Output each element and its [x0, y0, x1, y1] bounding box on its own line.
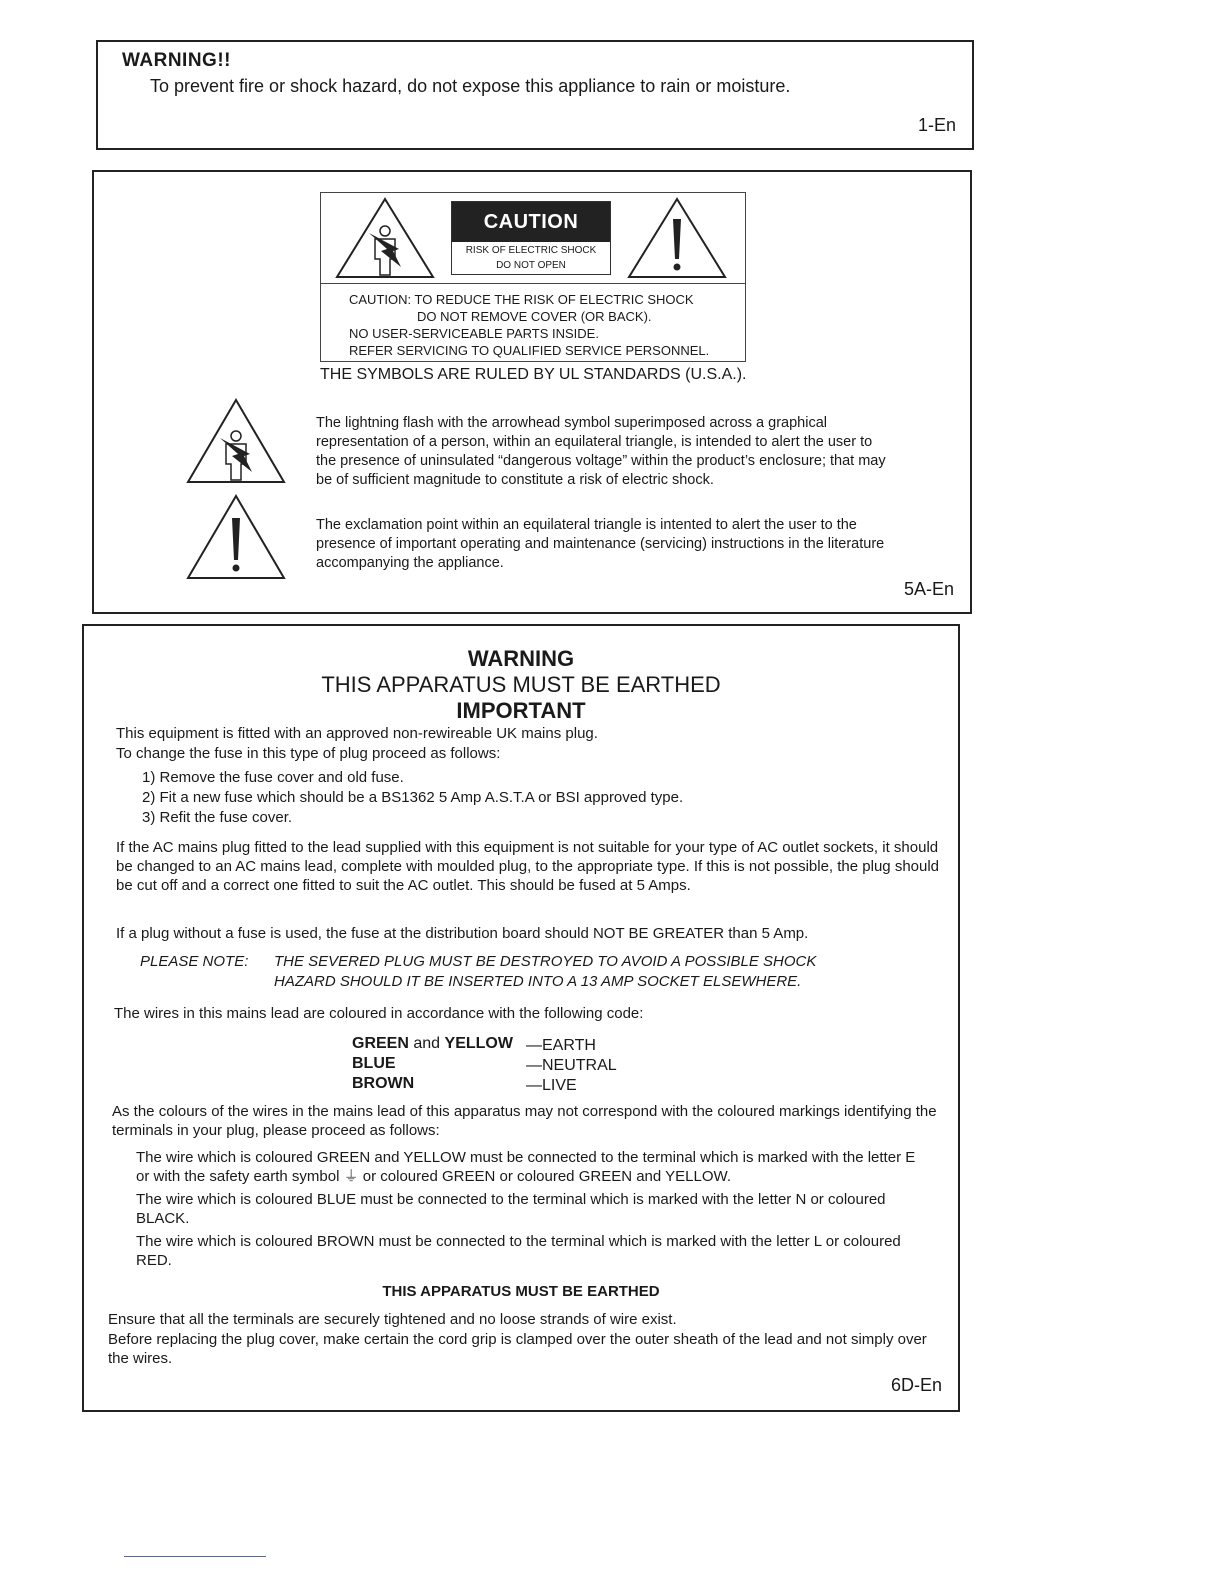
must-be-earthed: THIS APPARATUS MUST BE EARTHED [382, 1283, 660, 1300]
warning-box [96, 40, 974, 150]
wires-intro: The wires in this mains lead are coloured in accordance with the following code: [114, 1005, 644, 1022]
caution-instructions [349, 291, 709, 359]
caution-line-1: CAUTION: TO REDUCE THE RISK OF ELECTRIC SHOCK [349, 292, 694, 307]
ensure-paragraph: Ensure that all the terminals are securely tightened and no loose strands of wire exist. [108, 1311, 677, 1328]
caution-line-3: NO USER-SERVICEABLE PARTS INSIDE. [349, 326, 599, 341]
step-2: 2) Fit a new fuse which should be a BS1362 5 Amp A.S.T.A or BSI approved type. [142, 789, 684, 806]
caution-heading: CAUTION [452, 202, 610, 242]
colours-paragraph: As the colours of the wires in the mains lead of this apparatus may not correspond with the coloured markings identifying the terminals in your plug, please proceed as follows: [112, 1103, 937, 1139]
code-color-blue: BLUE [352, 1055, 396, 1072]
intro-line-1: This equipment is fitted with an approved non-rewireable UK mains plug. [116, 725, 598, 742]
fuse-paragraph: If a plug without a fuse is used, the fuse at the distribution board should NOT BE GREATER than 5 Amp. [116, 925, 809, 942]
code-row-earth [352, 1034, 513, 1054]
caution-sub-1: RISK OF ELECTRIC SHOCK [465, 245, 597, 256]
caution-sub-2: DO NOT OPEN [496, 260, 566, 271]
code-earth-meaning: —EARTH [526, 1037, 596, 1054]
code-neutral-meaning: —NEUTRAL [526, 1057, 617, 1074]
code-and: and [413, 1035, 441, 1052]
caution-line-4: REFER SERVICING TO QUALIFIED SERVICE PERSONNEL. [349, 343, 710, 358]
caution-box [92, 170, 972, 614]
step-1: 1) Remove the fuse cover and old fuse. [142, 769, 404, 786]
caution-label [451, 201, 611, 275]
exclamation-description: The exclamation point within an equilateral triangle is intented to alert the user to the presence of important operating and maintenance (servicing) instructions in the literature accompanying the appliance. [316, 517, 885, 571]
caution-panel [320, 192, 746, 362]
step-3: 3) Refit the fuse cover. [142, 809, 293, 826]
note-line-1: THE SEVERED PLUG MUST BE DESTROYED TO AVOID A POSSIBLE SHOCK [274, 953, 817, 970]
code-color-brown: BROWN [352, 1075, 415, 1092]
code-color-green: GREEN [352, 1035, 409, 1052]
panel-divider [321, 283, 745, 284]
important-heading: IMPORTANT [456, 698, 586, 723]
note-line-2: HAZARD SHOULD IT BE INSERTED INTO A 13 AMP SOCKET ELSEWHERE. [274, 973, 802, 990]
code-live-meaning: —LIVE [526, 1077, 577, 1094]
lightning-person-icon [335, 197, 435, 279]
page-code-2: 5A-En [903, 579, 954, 599]
earthing-box [82, 624, 960, 1412]
lightning-person-icon-large [186, 398, 286, 484]
code-color-yellow: YELLOW [444, 1035, 513, 1052]
before-paragraph: Before replacing the plug cover, make certain the cord grip is clamped over the outer sheath of the lead and not simply over the wires. [108, 1331, 927, 1367]
caution-line-2: DO NOT REMOVE COVER (OR BACK). [417, 309, 652, 324]
ul-standards-note: THE SYMBOLS ARE RULED BY UL STANDARDS (U.S.A.). [320, 366, 747, 383]
intro-line-2: To change the fuse in this type of plug proceed as follows: [116, 745, 501, 762]
exclamation-icon-large [186, 494, 286, 580]
exclamation-icon [627, 197, 727, 279]
blue-wire-instruction: The wire which is coloured BLUE must be connected to the terminal which is marked with the letter N or coloured BLACK. [136, 1191, 886, 1227]
green-wire-instruction: The wire which is coloured GREEN and YELLOW must be connected to the terminal which is marked with the letter E or with the safety earth symbol ⏚ or coloured GREEN or coloured GREEN and YELLOW. [136, 1149, 916, 1185]
page-code-3: 6D-En [890, 1375, 942, 1395]
warning-title: WARNING!! [122, 50, 231, 71]
footer-rule [124, 1556, 266, 1557]
lightning-description: The lightning flash with the arrowhead symbol superimposed across a graphical representation of a person, within an equilateral triangle, is intended to alert the user to the presence of uninsulated “dangerous voltage” within the product’s enclosure; that may be of sufficient magnitude to constitute a risk of electric shock. [316, 415, 886, 488]
note-label: PLEASE NOTE: [140, 953, 249, 970]
brown-wire-instruction: The wire which is coloured BROWN must be connected to the terminal which is marked with the letter L or coloured RED. [136, 1233, 901, 1269]
warning-text: To prevent fire or shock hazard, do not expose this appliance to rain or moisture. [150, 76, 791, 96]
page-code-1: 1-En [917, 115, 956, 135]
ac-plug-paragraph: If the AC mains plug fitted to the lead supplied with this equipment is not suitable for your type of AC outlet sockets, it should be changed to an AC mains lead, complete with moulded plug, to the appropriate type. If this is not possible, the plug should be cut off and a correct one fitted to suit the AC outlet. This should be fused at 5 Amps. [116, 839, 940, 894]
earthing-warning-heading: WARNING [467, 646, 575, 671]
earthing-subheading: THIS APPARATUS MUST BE EARTHED [321, 672, 721, 697]
